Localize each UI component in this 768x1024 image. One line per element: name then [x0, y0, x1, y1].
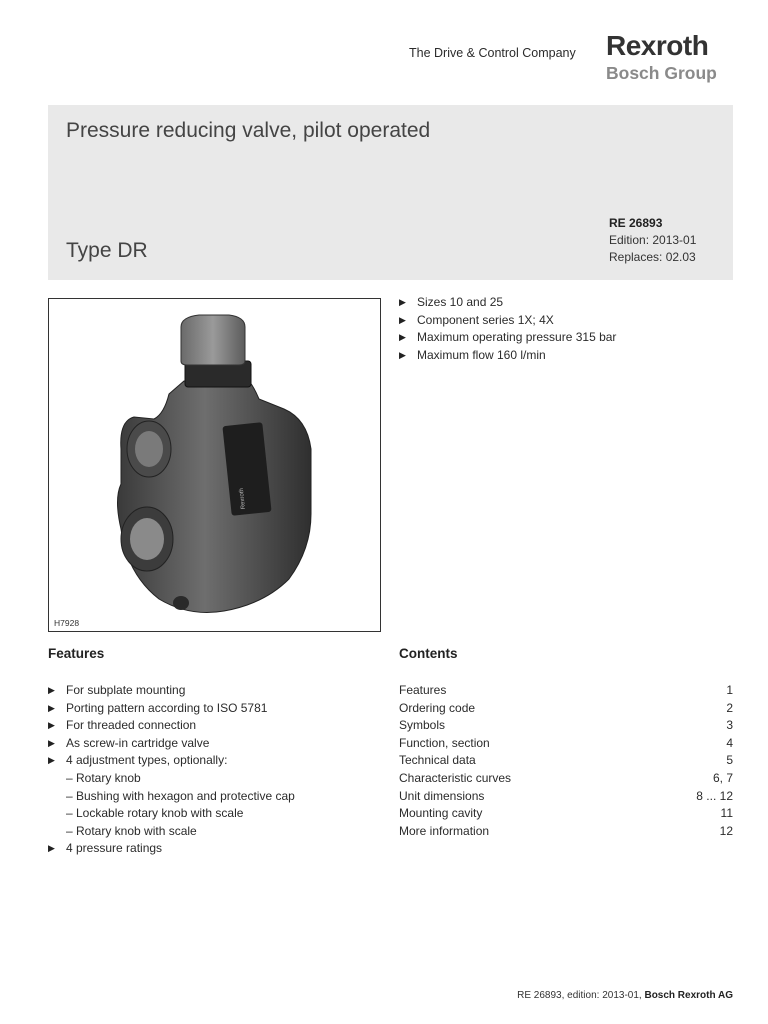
features-list — [48, 682, 378, 858]
triangle-right-icon: ▶ — [399, 349, 406, 360]
triangle-right-icon: ▶ — [48, 737, 55, 748]
list-item: ▶ 4 pressure ratings — [48, 840, 378, 858]
document-title: Pressure reducing valve, pilot operated — [66, 119, 431, 142]
list-item: ▶ Maximum flow 160 l/min — [399, 347, 616, 365]
list-item: ▶ For subplate mounting — [48, 682, 378, 700]
image-code: H7928 — [54, 618, 80, 628]
re-number: RE 26893 — [609, 216, 663, 230]
list-item: ▶ Maximum operating pressure 315 bar — [399, 329, 616, 347]
page-footer: RE 26893, edition: 2013-01, Bosch Rexroth AG — [517, 990, 733, 1001]
contents-row[interactable]: Characteristic curves 6, 7 — [399, 770, 733, 785]
valve-illustration — [49, 299, 381, 632]
edition-info: Edition: 2013-01 — [609, 233, 697, 247]
triangle-right-icon: ▶ — [48, 755, 55, 766]
triangle-right-icon: ▶ — [48, 843, 55, 854]
triangle-right-icon: ▶ — [48, 685, 55, 695]
contents-row[interactable]: More information 12 — [399, 823, 733, 838]
document-type: Type DR — [66, 239, 148, 262]
list-item: ▶ Component series 1X; 4X — [399, 312, 616, 330]
title-band — [48, 105, 733, 280]
triangle-right-icon: ▶ — [48, 702, 55, 713]
highlights-list — [399, 294, 616, 364]
sub-list-item: – Lockable rotary knob with scale — [66, 806, 244, 821]
bosch-group-logo: Bosch Group — [606, 63, 717, 83]
list-item: ▶ For threaded connection — [48, 717, 378, 735]
contents-row[interactable]: Technical data 5 — [399, 753, 733, 768]
sub-list-item: – Rotary knob with scale — [66, 823, 197, 838]
sub-list-item: – Bushing with hexagon and protective cap — [66, 788, 295, 803]
contents-row[interactable]: Ordering code 2 — [399, 700, 733, 715]
triangle-right-icon: ▶ — [399, 314, 406, 325]
contents-row[interactable]: Mounting cavity 11 — [399, 806, 733, 821]
contents-row[interactable]: Features 1 — [399, 683, 733, 697]
contents-row[interactable]: Unit dimensions 8 ... 12 — [399, 788, 733, 803]
list-item: ▶ Porting pattern according to ISO 5781 — [48, 700, 378, 718]
list-item: ▶ Sizes 10 and 25 — [399, 294, 616, 312]
company-tagline: The Drive & Control Company — [409, 46, 576, 60]
rexroth-logo: Rexroth — [606, 30, 709, 61]
triangle-right-icon: ▶ — [399, 297, 406, 307]
sub-list-item: – Rotary knob — [66, 770, 141, 785]
list-item: ▶ 4 adjustment types, optionally: — [48, 752, 378, 770]
product-photo — [48, 298, 381, 632]
contents-row[interactable]: Symbols 3 — [399, 718, 733, 733]
replaces-info: Replaces: 02.03 — [609, 250, 696, 264]
triangle-right-icon: ▶ — [399, 332, 406, 343]
triangle-right-icon: ▶ — [48, 720, 55, 731]
contents-row[interactable]: Function, section 4 — [399, 735, 733, 750]
contents-table — [399, 682, 733, 840]
list-item: ▶ As screw-in cartridge valve — [48, 735, 378, 753]
contents-heading: Contents — [399, 646, 458, 661]
features-heading: Features — [48, 646, 105, 661]
nameplate-text: Rexroth — [238, 487, 247, 510]
